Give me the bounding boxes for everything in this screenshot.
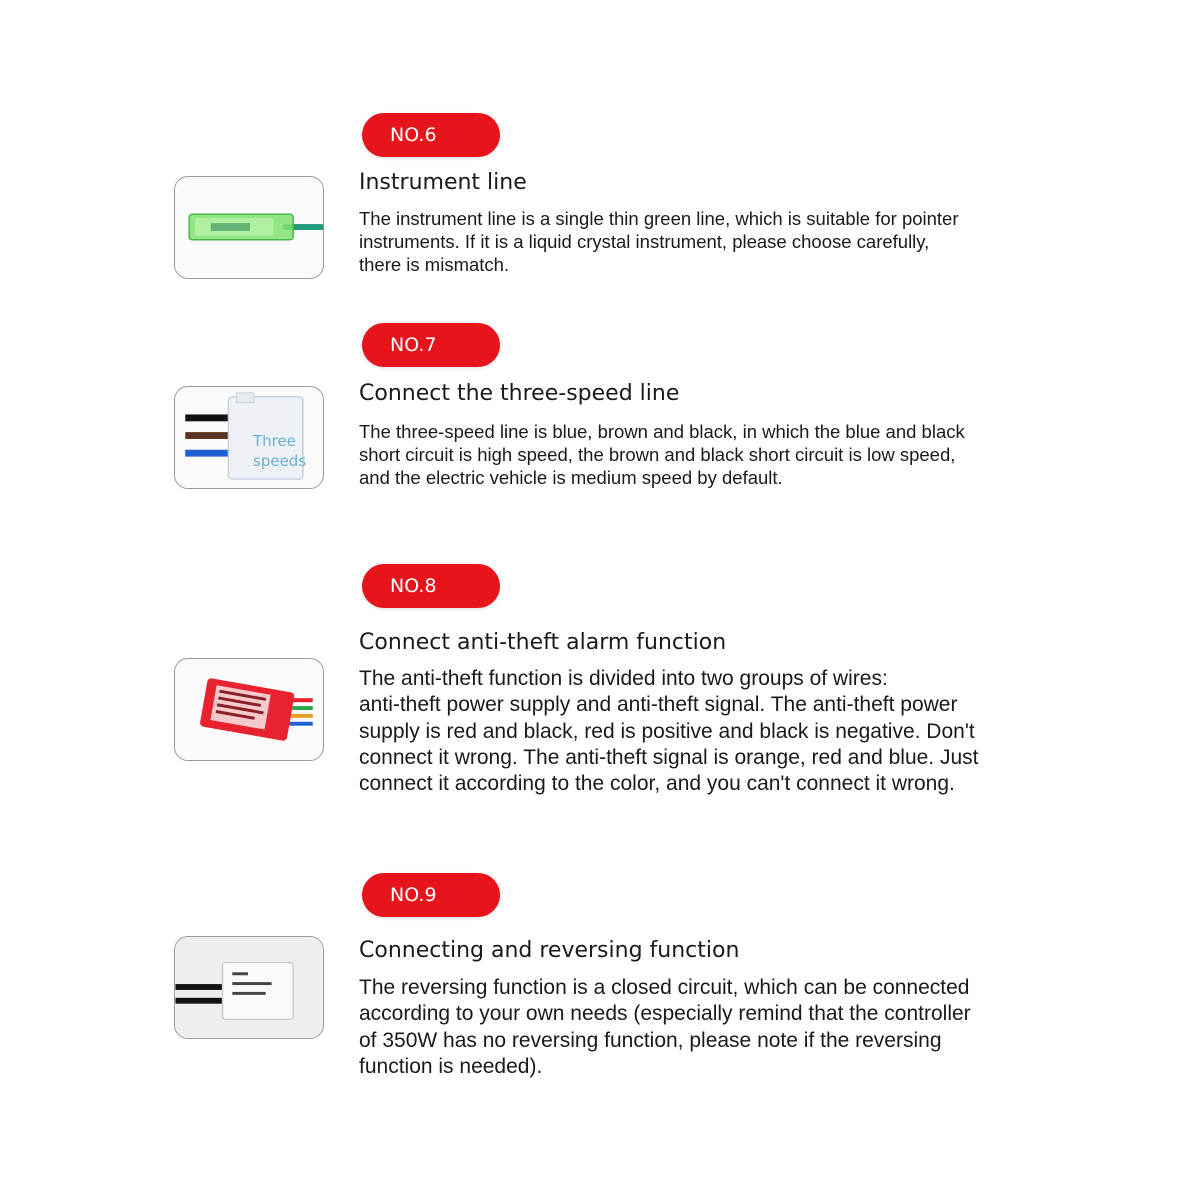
section-title: Connect the three-speed line <box>359 381 680 406</box>
section-description: The anti-theft function is divided into two groups of wires: anti-theft power supply and anti-theft signal. The anti-theft power supply is red and black, red is positive and black is negative. Don't connect it wrong. The anti-theft signal is orange, red and blue. Just connect it according to the color, and you can't connect it wrong. <box>359 667 979 796</box>
instrument-line-image <box>174 176 324 279</box>
section-number-badge: NO.9 <box>362 873 500 917</box>
section-title: Connect anti-theft alarm function <box>359 630 727 655</box>
section-description: The instrument line is a single thin green line, which is suitable for pointer instruments. If it is a liquid crystal instrument, please choose carefully, there is mismatch. <box>359 208 959 275</box>
section-number-badge: NO.7 <box>362 323 500 367</box>
section-number-badge: NO.6 <box>362 113 500 157</box>
three-speed-line-image <box>174 386 324 489</box>
section-description: The three-speed line is blue, brown and black, in which the blue and black short circuit is high speed, the brown and black short circuit is low speed, and the electric vehicle is medium speed by default. <box>359 421 965 488</box>
section-description: The reversing function is a closed circuit, which can be connected according to your own needs (especially remind that the controller of 350W has no reversing function, please note if the reversing function is needed). <box>359 976 971 1078</box>
section-title: Instrument line <box>359 170 527 195</box>
section-number-badge: NO.8 <box>362 564 500 608</box>
section-title: Connecting and reversing function <box>359 938 740 963</box>
image-caption: Three speeds <box>253 432 307 470</box>
anti-theft-connector-image <box>174 658 324 761</box>
reversing-connector-image <box>174 936 324 1039</box>
